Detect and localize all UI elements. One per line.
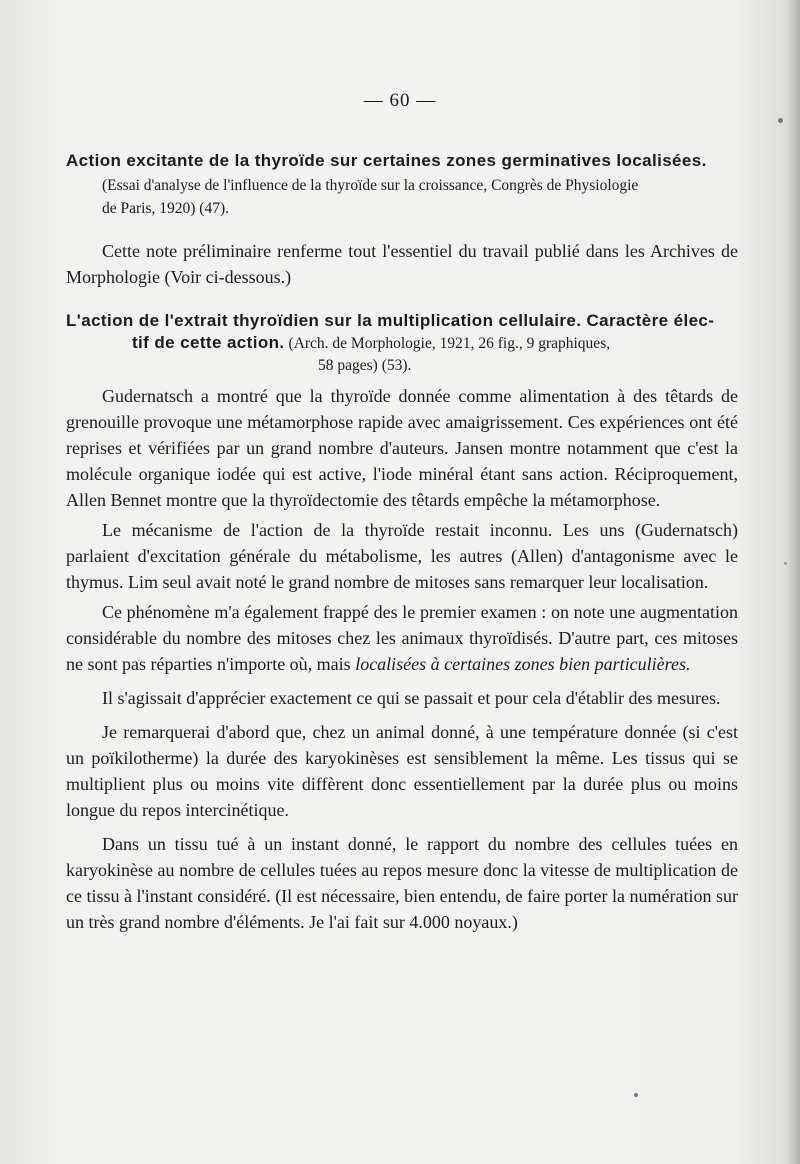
entry-2-title-line-1: L'action de l'extrait thyroïdien sur la multiplication cellulaire. Caractère élec- (66, 311, 715, 330)
paragraph-phenomene (66, 599, 738, 677)
paper-speck (784, 562, 787, 565)
entry-2-title-line-2-wrapper (66, 332, 738, 354)
paper-speck (634, 1093, 638, 1097)
page-content (66, 150, 738, 935)
paragraph-mesures: Il s'agissait d'apprécier exactement ce qui se passait et pour cela d'établir des mesures. (102, 688, 721, 708)
entry-1-title: Action excitante de la thyroïde sur certaines zones germinatives localisées. (66, 151, 707, 170)
paper-speck (778, 118, 783, 123)
paragraph-mecanisme: Le mécanisme de l'action de la thyroïde restait inconnu. Les uns (Gudernatsch) parlaient d'excitation générale du métabolisme, les autres (Allen) d'antagonisme avec le thymus. Lim seul avait noté le grand nombre de mitoses sans remarquer leur localisation. (66, 520, 738, 592)
entry-2-reference-part-2: 58 pages) (53). (318, 357, 412, 374)
publication-entry-2 (66, 310, 738, 377)
entry-2-title-line-2: tif de cette action. (132, 333, 285, 352)
page-number: — 60 — (363, 90, 437, 111)
entry-1-detail-line-2: de Paris, 1920) (47). (102, 200, 229, 217)
paragraph-tissu: Dans un tissu tué à un instant donné, le rapport du nombre des cellules tuées en karyokinèse au nombre de cellules tuées au repos mesure donc la vitesse de multiplication de ce tissu à l'instant considéré. (Il est nécessaire, bien entendu, de faire porter la numération sur un très grand nombre d'éléments. Je l'ai fait sur 4.000 noyaux.) (66, 834, 738, 932)
page-edge-shadow (786, 0, 800, 1164)
paragraph-gudernatsch: Gudernatsch a montré que la thyroïde donnée comme alimentation à des têtards de grenouille provoque une métamorphose rapide avec amaigrissement. Ces expériences ont été reprises et vérifiées par un grand nombre d'auteurs. Jansen montre notamment que c'est la molécule organique iodée qui est active, l'iode minéral étant sans action. Réciproquement, Allen Bennet montre que la thyroïdectomie des têtards empêche la métamorphose. (66, 386, 738, 510)
entry-1-detail-line-1: (Essai d'analyse de l'influence de la thyroïde sur la croissance, Congrès de Physiologie (102, 177, 639, 194)
paragraph-phenomene-italic: localisées à certaines zones bien particulières. (355, 654, 691, 674)
paragraph-note: Cette note préliminaire renferme tout l'essentiel du travail publié dans les Archives de Morphologie (Voir ci-dessous.) (66, 241, 738, 287)
paragraph-remarque: Je remarquerai d'abord que, chez un animal donné, à une température donnée (si c'est un poïkilotherme) la durée des karyokinèses est sensiblement la même. Les tissus qui se multiplient plus ou moins vite diffèrent donc essentiellement par la durée plus ou moins longue du repos intercinétique. (66, 722, 738, 820)
entry-2-reference-part-1: (Arch. de Morphologie, 1921, 26 fig., 9 graphiques, (288, 335, 611, 352)
paragraph-phenomene-text: Ce phénomène m'a également frappé des le premier examen : on note une augmentation considérable du nombre des mitoses chez les animaux thyroïdisés. D'autre part, ces mitoses ne sont pas réparties n'importe où, mais (66, 602, 738, 674)
publication-entry-1 (66, 150, 738, 220)
